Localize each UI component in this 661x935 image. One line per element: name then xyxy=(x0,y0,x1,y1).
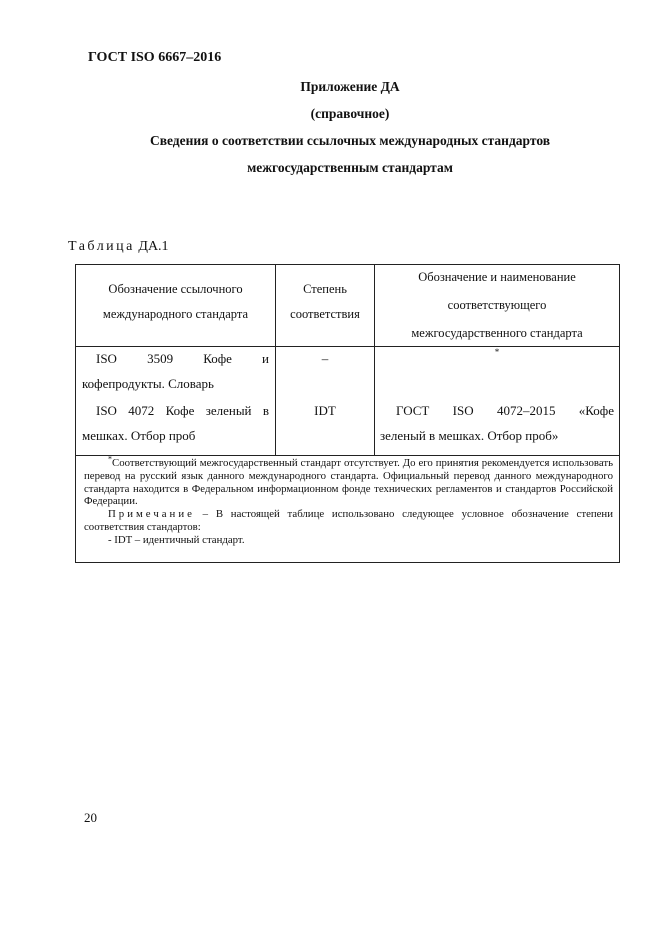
header-col1 xyxy=(76,277,275,327)
row1-national: * xyxy=(494,347,500,357)
header-col3-line2: соответствующего xyxy=(447,298,547,312)
table-divider-body xyxy=(76,455,619,456)
row2-ref-line1: ISO 4072 Кофе зеленый в xyxy=(96,403,269,418)
table-label-word: Таблица xyxy=(68,239,135,254)
table-notes xyxy=(84,454,613,547)
row2-national-line1: ГОСТ ISO 4072–2015 «Кофе xyxy=(396,403,614,418)
footnote-mark: * xyxy=(108,454,112,464)
header-col2 xyxy=(276,277,374,327)
table-label-number: ДА.1 xyxy=(138,239,169,254)
annex-type: (справочное) xyxy=(310,106,390,121)
footnote-text: Соответствующий межгосударственный стандарт отсутствует. До его принятия рекомендуется использовать перевод на русский язык данного международного стандарта. Официальный перевод данного международного стандарта находится в Федеральном информационном фонде технических регламентов и стандартов Российской Федерации. xyxy=(84,457,613,508)
header-col2-line1: Степень xyxy=(303,282,347,296)
table-row xyxy=(82,346,269,396)
row1-degree: – xyxy=(321,351,329,366)
row1-ref-line2: кофепродукты. Словарь xyxy=(82,376,214,391)
note-item: - IDT – идентичный стандарт. xyxy=(108,533,245,546)
note-label: Примечание xyxy=(108,508,195,521)
header-col3 xyxy=(375,263,619,347)
footnote xyxy=(84,454,613,508)
annex-title: Приложение ДА xyxy=(300,79,400,94)
document-header: ГОСТ ISO 6667–2016 xyxy=(88,50,222,65)
header-col3-line3: межгосударственного стандарта xyxy=(411,326,583,340)
header-col3-line1: Обозначение и наименование xyxy=(418,270,576,284)
note-text: – В настоящей таблице использовано следующее условное обозначение степени соответствия стандартов: xyxy=(84,508,613,533)
header-col2-line2: соответствия xyxy=(290,307,360,321)
row2-degree: IDT xyxy=(314,403,336,418)
row2-ref-line2: мешках. Отбор проб xyxy=(82,428,196,443)
page-number: 20 xyxy=(84,810,97,825)
annex-heading-line1: Сведения о соответствии ссылочных международных стандартов xyxy=(149,133,551,148)
header-col1-line2: международного стандарта xyxy=(102,307,249,321)
row1-ref-line1: ISO 3509 Кофе и xyxy=(96,351,269,366)
note xyxy=(84,508,613,534)
row2-national-line2: зеленый в мешках. Отбор проб» xyxy=(380,428,559,443)
annex-heading-line2: межгосударственным стандартам xyxy=(247,160,453,175)
table-row xyxy=(82,398,269,448)
header-col1-line1: Обозначение ссылочного xyxy=(108,282,243,296)
row2-national xyxy=(380,398,614,448)
table-label xyxy=(68,239,169,255)
correspondence-table xyxy=(75,264,620,563)
